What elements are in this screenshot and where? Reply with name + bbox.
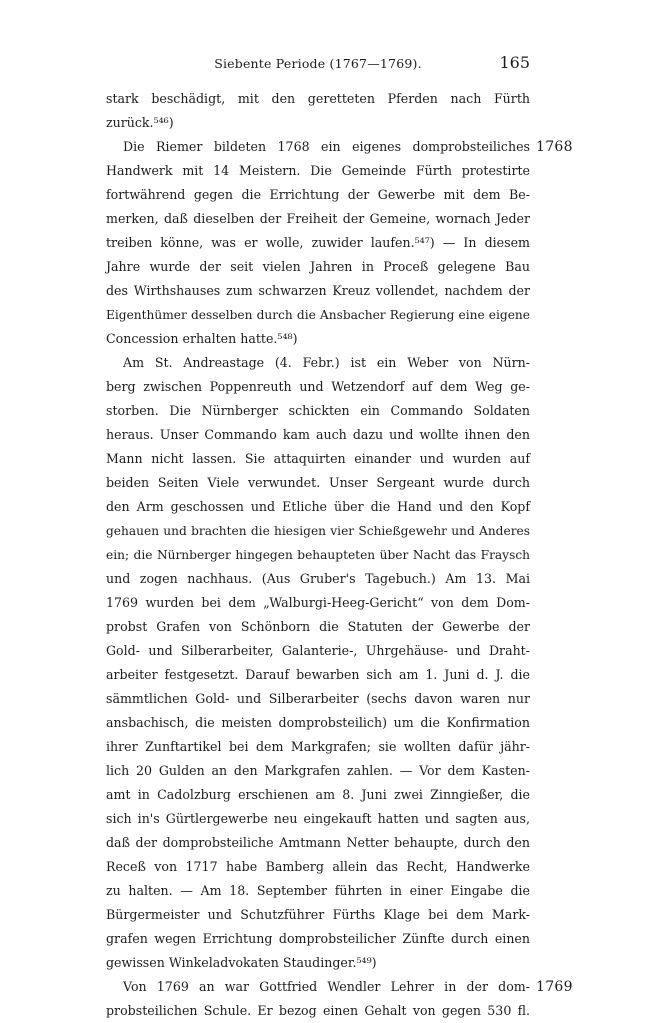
margin-year-note: 1768 [536, 139, 573, 155]
text-line-content: zu halten. — Am 18. September führten in einer Eingabe die [106, 883, 530, 898]
text-line [106, 471, 530, 495]
page-number: 165 [499, 53, 530, 72]
text-line-content: gehauen und brachten die hiesigen vier Schießgewehr und Anderes [106, 524, 530, 538]
text-line [106, 783, 530, 807]
text-line [106, 327, 530, 351]
text-line [106, 447, 530, 471]
text-line-content: lich 20 Gulden an den Markgrafen zahlen. — Vor dem Kasten- [106, 763, 530, 778]
text-line [106, 519, 530, 543]
body-text [106, 87, 573, 1023]
text-line-content: Receß von 1717 habe Bamberg allein das Recht, Handwerke [106, 859, 530, 874]
text-line-content: Von 1769 an war Gottfried Wendler Lehrer in der dom- [123, 979, 530, 994]
text-line-content: Eigenthümer desselben durch die Ansbacher Regierung eine eigene [106, 308, 530, 322]
text-line-content: beiden Seiten Viele verwundet. Unser Sergeant wurde durch [106, 475, 530, 490]
text-line [106, 615, 530, 639]
text-line [106, 231, 530, 255]
running-header [106, 52, 530, 76]
text-line-content: berg zwischen Poppenreuth und Wetzendorf auf dem Weg ge- [106, 379, 530, 394]
text-line-content: ansbachisch, die meisten domprobsteilich) um die Konfirmation [106, 715, 530, 730]
text-line [106, 951, 530, 975]
text-line [106, 999, 530, 1023]
text-line [106, 759, 530, 783]
text-line [106, 135, 573, 159]
text-line [106, 831, 530, 855]
text-line-content: Handwerk mit 14 Meistern. Die Gemeinde Fürth protestirte [106, 163, 530, 178]
text-line-content: Mann nicht lassen. Sie attaquirten einander und wurden auf [106, 451, 530, 466]
text-line [106, 279, 530, 303]
text-line [106, 495, 530, 519]
text-line-content: ein; die Nürnberger hingegen behaupteten über Nacht das Fraysch [106, 548, 530, 562]
text-line [106, 687, 530, 711]
text-line-content: daß der domprobsteiliche Amtmann Netter behaupte, durch den [106, 835, 530, 850]
text-line-content: Jahre wurde der seit vielen Jahren in Proceß gelegene Bau [106, 259, 530, 274]
text-line-content: zurück.⁵⁴⁶) [106, 115, 174, 130]
text-line [106, 423, 530, 447]
text-line-content: den Arm geschossen und Etliche über die Hand und den Kopf [106, 499, 530, 514]
text-line [106, 855, 530, 879]
text-line-content: ihrer Zunftartikel bei dem Markgrafen; sie wollten dafür jähr- [106, 739, 530, 754]
text-line-content: treiben könne, was er wolle, zuwider laufen.⁵⁴⁷) — In diesem [106, 235, 530, 250]
text-line-content: arbeiter festgesetzt. Darauf bewarben sich am 1. Juni d. J. die [106, 667, 530, 682]
text-line [106, 975, 573, 999]
text-line [106, 303, 530, 327]
margin-year-note: 1769 [536, 979, 573, 995]
text-line-content: probsteilichen Schule. Er bezog einen Gehalt von gegen 530 fl. [106, 1003, 530, 1018]
header-title: Siebente Periode (1767—1769). [214, 56, 422, 71]
text-line-content: und zogen nachhaus. (Aus Gruber's Tagebuch.) Am 13. Mai [106, 571, 530, 586]
text-line [106, 663, 530, 687]
text-line [106, 639, 530, 663]
text-line [106, 255, 530, 279]
text-line-content: sich in's Gürtlergewerbe neu eingekauft hatten und sagten aus, [106, 811, 530, 826]
text-line [106, 87, 530, 111]
text-line [106, 207, 530, 231]
text-line-content: heraus. Unser Commando kam auch dazu und wollte ihnen den [106, 427, 530, 442]
text-line [106, 351, 530, 375]
text-line [106, 543, 530, 567]
text-line-content: des Wirthshauses zum schwarzen Kreuz vollendet, nachdem der [106, 283, 530, 298]
text-line-content: gewissen Winkeladvokaten Staudinger.⁵⁴⁹) [106, 955, 377, 970]
text-line-content: fortwährend gegen die Errichtung der Gewerbe mit dem Be- [106, 187, 530, 202]
text-line-content: probst Grafen von Schönborn die Statuten der Gewerbe der [106, 619, 530, 634]
text-line [106, 903, 530, 927]
text-line-content: merken, daß dieselben der Freiheit der Gemeine, wornach Jeder [106, 211, 530, 226]
text-line [106, 159, 530, 183]
text-line-content: Bürgermeister und Schutzführer Fürths Klage bei dem Mark- [106, 907, 530, 922]
text-line-content: stark beschädigt, mit den geretteten Pferden nach Fürth [106, 91, 530, 106]
text-line-content: sämmtlichen Gold- und Silberarbeiter (sechs davon waren nur [106, 691, 530, 706]
text-line-content: Am St. Andreastage (4. Febr.) ist ein Weber von Nürn- [123, 355, 530, 370]
text-line-content: 1769 wurden bei dem „Walburgi-Heeg-Gericht“ von dem Dom- [106, 595, 530, 610]
text-line [106, 375, 530, 399]
text-line [106, 591, 530, 615]
text-line [106, 399, 530, 423]
text-line [106, 111, 530, 135]
text-line-content: Concession erhalten hatte.⁵⁴⁸) [106, 331, 298, 346]
text-line-content: grafen wegen Errichtung domprobsteilicher Zünfte durch einen [106, 931, 530, 946]
text-line-content: storben. Die Nürnberger schickten ein Commando Soldaten [106, 403, 530, 418]
text-line [106, 711, 530, 735]
text-line [106, 879, 530, 903]
text-line [106, 735, 530, 759]
text-line [106, 927, 530, 951]
text-line [106, 183, 530, 207]
text-line [106, 807, 530, 831]
text-line [106, 567, 530, 591]
text-line-content: Gold- und Silberarbeiter, Galanterie-, Uhrgehäuse- und Draht- [106, 643, 530, 658]
text-line-content: Die Riemer bildeten 1768 ein eigenes domprobsteiliches [123, 139, 530, 154]
text-line-content: amt in Cadolzburg erschienen am 8. Juni zwei Zinngießer, die [106, 787, 530, 802]
